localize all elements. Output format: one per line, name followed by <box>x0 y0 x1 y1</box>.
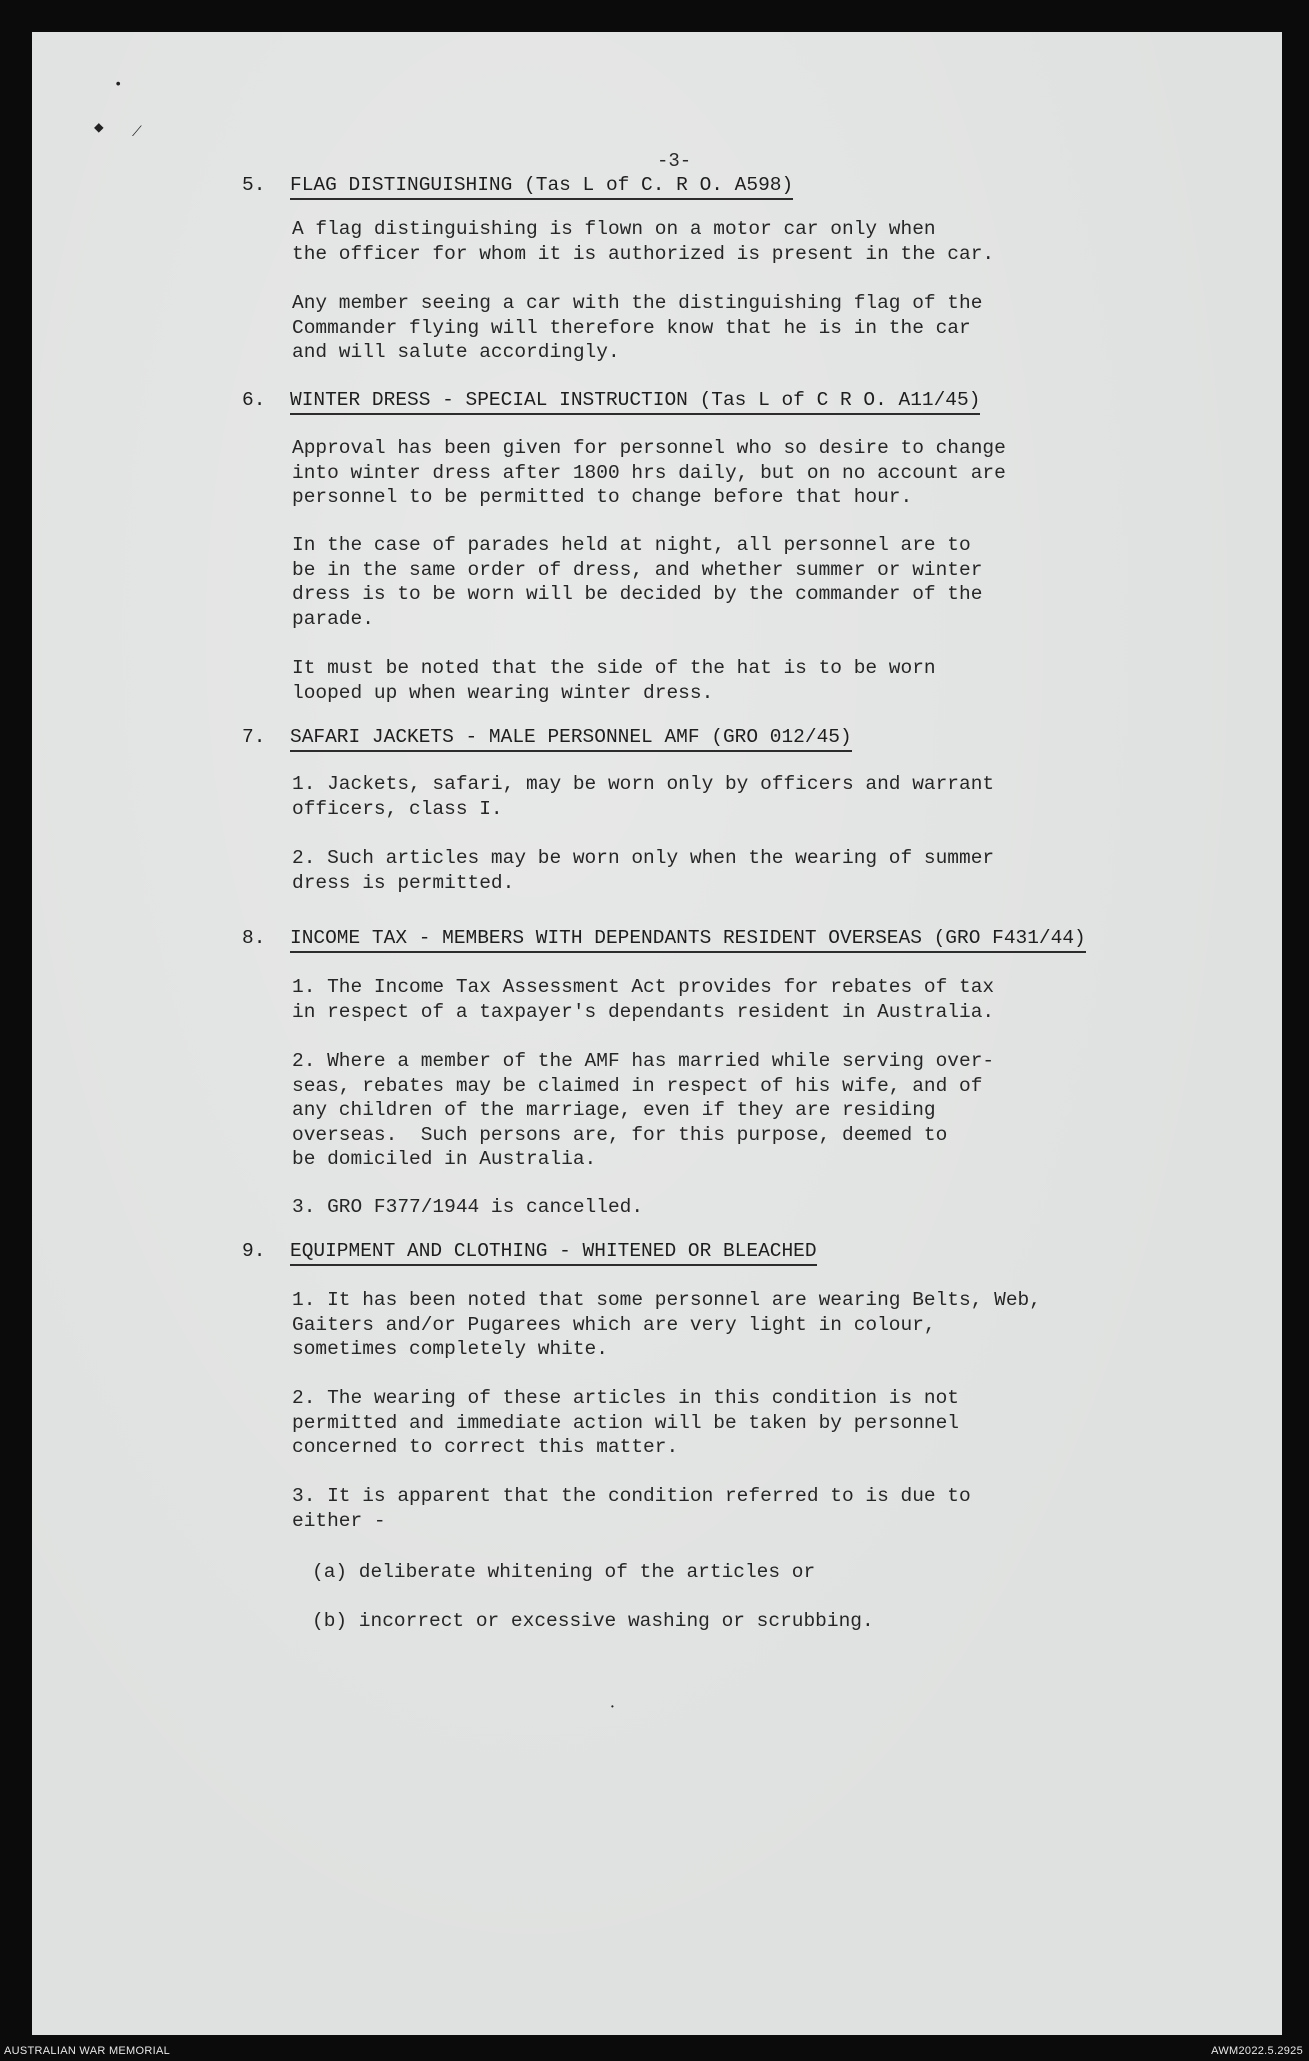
footer-accession-number: AWM2022.5.2925 <box>1211 2045 1303 2057</box>
paragraph: Approval has been given for personnel who so desire to change into winter dress after 1800 hrs daily, but on no account are personnel to be permitted to change before that hour. <box>292 437 1006 508</box>
section-title: EQUIPMENT AND CLOTHING - WHITENED OR BLEACHED <box>290 1240 817 1266</box>
section-title: WINTER DRESS - SPECIAL INSTRUCTION (Tas L of C R O. A11/45) <box>290 389 980 415</box>
paragraph: 2. Where a member of the AMF has married while serving over- seas, rebates may be claimed in respect of his wife, and of any children of the marriage, even if they are residing overseas. Such persons are, for this purpose, deemed to be domiciled in Australia. <box>292 1050 995 1170</box>
ink-speck: ◆ <box>94 119 104 137</box>
section-heading <box>290 927 1086 953</box>
section-title: SAFARI JACKETS - MALE PERSONNEL AMF (GRO 012/45) <box>290 726 852 752</box>
document-page <box>32 32 1282 2035</box>
section-number: 8. <box>242 927 266 949</box>
paragraph: 1. The Income Tax Assessment Act provides for rebates of tax in respect of a taxpayer's dependants resident in Australia. <box>292 976 995 1023</box>
section-number: 5. <box>242 174 266 196</box>
paragraph: 1. It has been noted that some personnel are wearing Belts, Web, Gaiters and/or Pugarees which are very light in colour, sometimes completely white. <box>292 1289 1041 1360</box>
section-title: INCOME TAX - MEMBERS WITH DEPENDANTS RESIDENT OVERSEAS (GRO F431/44) <box>290 927 1086 953</box>
paragraph: 3. GRO F377/1944 is cancelled. <box>292 1196 644 1218</box>
section-heading <box>290 389 980 415</box>
paragraph: 2. Such articles may be worn only when the wearing of summer dress is permitted. <box>292 847 995 894</box>
section-heading <box>290 726 852 752</box>
section-title: FLAG DISTINGUISHING (Tas L of C. R O. A598) <box>290 174 793 200</box>
paragraph: 2. The wearing of these articles in this condition is not permitted and immediate action will be taken by personnel concerned to correct this matter. <box>292 1387 960 1458</box>
paragraph: Any member seeing a car with the distinguishing flag of the Commander flying will therefore know that he is in the car and will salute accordingly. <box>292 292 983 363</box>
section-heading <box>290 174 793 200</box>
ink-speck: • <box>114 77 123 93</box>
section-heading <box>290 1240 817 1266</box>
list-item: (a) deliberate whitening of the articles or <box>312 1561 816 1583</box>
section-number: 7. <box>242 726 266 748</box>
section-number: 6. <box>242 389 266 411</box>
page-number: -3- <box>657 150 692 172</box>
ink-speck: • <box>610 1703 615 1712</box>
paragraph: It must be noted that the side of the hat is to be worn looped up when wearing winter dress. <box>292 657 936 704</box>
paragraph: 3. It is apparent that the condition referred to is due to either - <box>292 1485 971 1532</box>
section-number: 9. <box>242 1240 266 1262</box>
paragraph: A flag distinguishing is flown on a motor car only when the officer for whom it is authorized is present in the car. <box>292 218 995 265</box>
ink-speck: ⟋ <box>132 125 142 141</box>
list-item: (b) incorrect or excessive washing or scrubbing. <box>312 1610 874 1632</box>
footer-source: AUSTRALIAN WAR MEMORIAL <box>4 2045 171 2057</box>
paragraph: 1. Jackets, safari, may be worn only by officers and warrant officers, class I. <box>292 773 995 820</box>
paragraph: In the case of parades held at night, all personnel are to be in the same order of dress, and whether summer or winter dress is to be worn will be decided by the commander of the parade. <box>292 534 983 630</box>
